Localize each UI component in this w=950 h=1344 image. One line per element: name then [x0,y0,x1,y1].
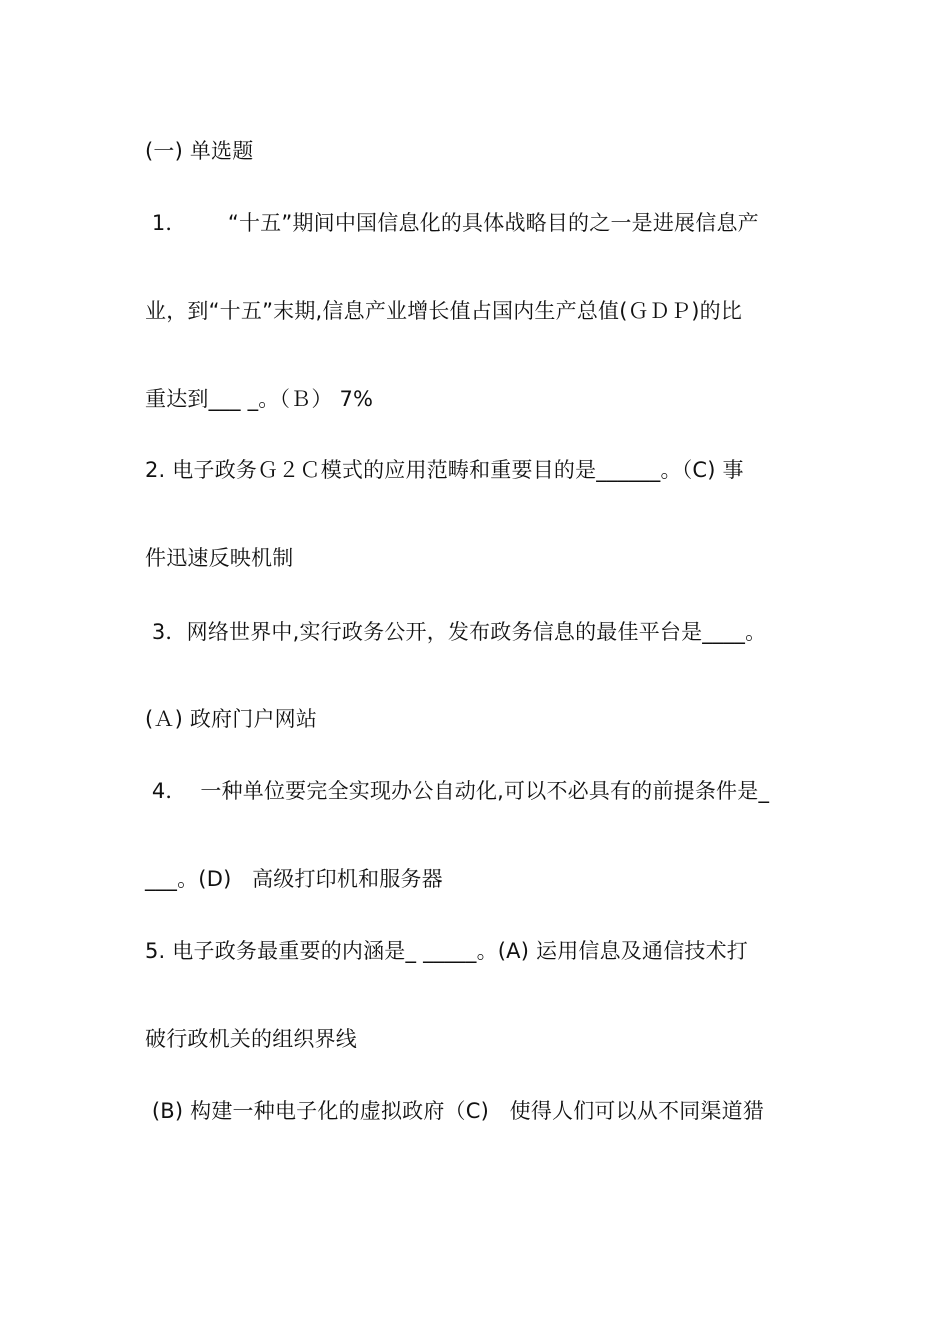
question-4-line-2: ___。(D) 高级打印机和服务器 [145,867,443,891]
question-5-line-1: 5. 电子政务最重要的内涵是_ _____。(A) 运用信息及通信技术打 [145,939,749,963]
question-2-line-2: 件迅速反映机制 [145,546,294,570]
question-3-answer: (Ａ) 政府门户网站 [145,707,318,731]
question-2-line-1: 2. 电子政务Ｇ２Ｃ模式的应用范畴和重要目的是______。（C) 事 [145,458,744,482]
question-5-line-3: (B) 构建一种电子化的虚拟政府（C) 使得人们可以从不同渠道猎 [145,1099,765,1123]
question-1-line-1: 1． “十五”期间中国信息化的具体战略目的之一是进展信息产 [145,211,759,235]
question-5-line-2: 破行政机关的组织界线 [145,1027,357,1051]
question-3-line-1: 3．网络世界中,实行政务公开，发布政务信息的最佳平台是____。 [145,620,767,644]
question-1-line-3: 重达到___ _。（Ｂ） 7% [145,387,374,411]
section-heading: (一) 单选题 [145,139,254,163]
question-4-line-1: 4． 一种单位要完全实现办公自动化,可以不必具有的前提条件是_ [145,779,770,803]
question-1-line-2: 业，到“十五”末期,信息产业增长值占国内生产总值(ＧＤＰ)的比 [145,299,743,323]
